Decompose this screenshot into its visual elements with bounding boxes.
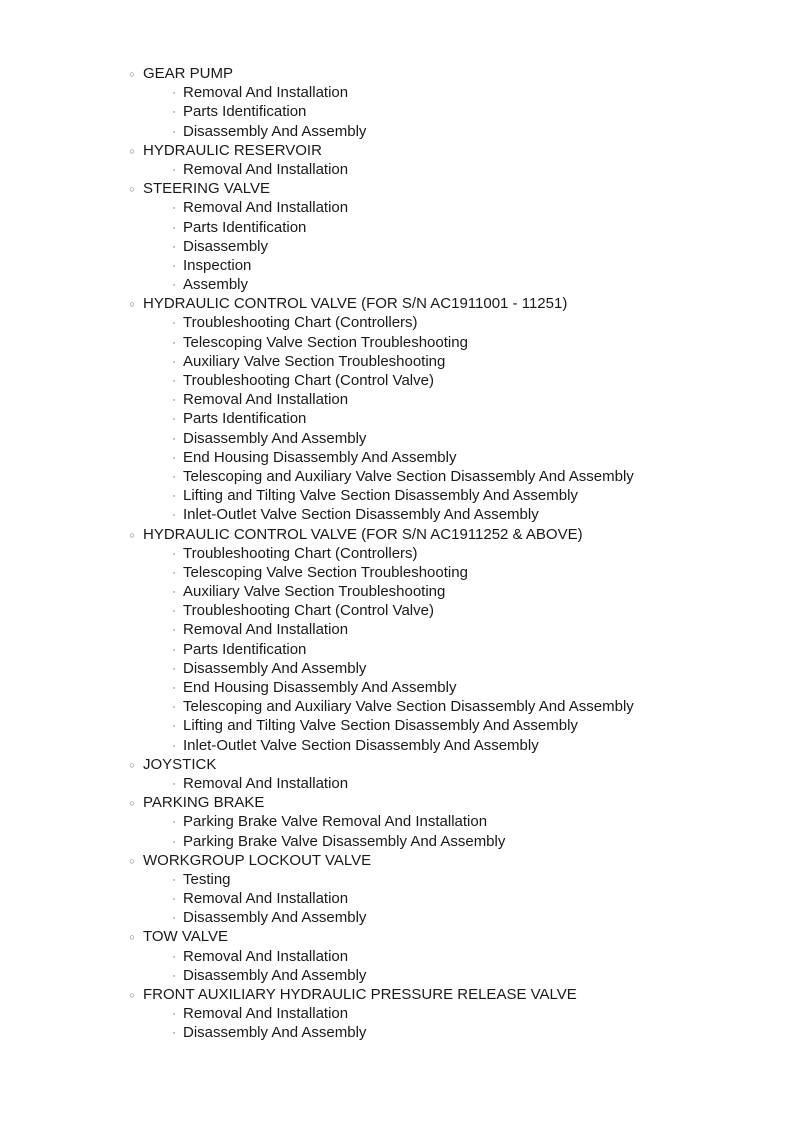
toc-section — [0, 64, 794, 141]
toc-subsection-item — [0, 371, 794, 390]
circle-bullet-icon: ○ — [129, 529, 135, 540]
toc-subsection-label: Inlet-Outlet Valve Section Disassembly And Assembly — [183, 506, 539, 524]
toc-section-row — [0, 294, 794, 313]
toc-subsection-label: Removal And Installation — [183, 774, 349, 792]
toc-subsection-item — [0, 313, 794, 332]
toc-subsection-label: Auxiliary Valve Section Troubleshooting — [183, 583, 446, 601]
toc-subsection-item — [0, 620, 794, 639]
square-bullet-icon: ▫ — [172, 282, 176, 290]
circle-bullet-icon: ○ — [129, 145, 135, 156]
toc-subsection-label: End Housing Disassembly And Assembly — [183, 679, 457, 696]
toc-subsection-item — [0, 908, 794, 927]
toc-section-row — [0, 755, 794, 774]
toc-subsection-item — [0, 659, 794, 678]
toc-subsection-label: Parts Identification — [183, 640, 307, 658]
toc-section-title: HYDRAULIC CONTROL VALVE (FOR S/N AC1911001 - 11251) — [143, 295, 568, 313]
toc-subsection-label: Disassembly And Assembly — [183, 429, 367, 447]
square-bullet-icon: ▫ — [172, 589, 176, 597]
toc-section-title: HYDRAULIC CONTROL VALVE (FOR S/N AC1911252 & ABOVE) — [143, 525, 583, 543]
circle-bullet-icon: ○ — [129, 798, 135, 809]
toc-subsection-item — [0, 448, 794, 467]
toc-subsection-label: Troubleshooting Chart (Controllers) — [183, 544, 418, 562]
square-bullet-icon: ▫ — [172, 320, 176, 328]
toc-subsection-item — [0, 716, 794, 735]
square-bullet-icon: ▫ — [172, 454, 176, 462]
circle-bullet-icon: ○ — [129, 299, 135, 310]
square-bullet-icon: ▫ — [172, 512, 176, 520]
square-bullet-icon: ▫ — [172, 569, 176, 577]
toc-subsection-item — [0, 697, 794, 716]
toc-subsection-item — [0, 237, 794, 256]
toc-subsection-label: Troubleshooting Chart (Controllers) — [183, 314, 418, 332]
toc-subsection-item — [0, 275, 794, 294]
toc-section — [0, 927, 794, 985]
square-bullet-icon: ▫ — [172, 128, 176, 136]
toc-section — [0, 985, 794, 1043]
square-bullet-icon: ▫ — [172, 416, 176, 424]
toc-subsection-item — [0, 832, 794, 851]
circle-bullet-icon: ○ — [129, 184, 135, 195]
toc-section-row — [0, 985, 794, 1004]
toc-section — [0, 294, 794, 524]
square-bullet-icon: ▫ — [172, 243, 176, 251]
toc-subsection-label: Disassembly — [183, 237, 269, 255]
square-bullet-icon: ▫ — [172, 608, 176, 616]
toc-subsection-label: Disassembly And Assembly — [183, 659, 367, 677]
toc-subsection-item — [0, 160, 794, 179]
toc-subsection-label: Telescoping and Auxiliary Valve Section Disassembly And Assembly — [183, 698, 634, 716]
document-page — [0, 64, 794, 1043]
square-bullet-icon: ▫ — [172, 704, 176, 712]
toc-subsection-label: Auxiliary Valve Section Troubleshooting — [183, 352, 446, 370]
toc-subsection-item — [0, 601, 794, 620]
square-bullet-icon: ▫ — [172, 953, 176, 961]
circle-bullet-icon: ○ — [129, 932, 135, 943]
toc-subsection-label: Lifting and Tilting Valve Section Disassembly And Assembly — [183, 717, 578, 735]
toc-subsection-list — [0, 83, 794, 141]
square-bullet-icon: ▫ — [172, 550, 176, 558]
toc-subsection-list — [0, 198, 794, 294]
toc-section — [0, 141, 794, 179]
toc-subsection-list — [0, 313, 794, 524]
square-bullet-icon: ▫ — [172, 780, 176, 788]
square-bullet-icon: ▫ — [172, 819, 176, 827]
toc-subsection-label: Troubleshooting Chart (Control Valve) — [183, 602, 434, 620]
square-bullet-icon: ▫ — [172, 224, 176, 232]
square-bullet-icon: ▫ — [172, 627, 176, 635]
toc-subsection-list — [0, 160, 794, 179]
toc-subsection-label: Parts Identification — [183, 218, 307, 236]
toc-subsection-label: Removal And Installation — [183, 621, 349, 639]
square-bullet-icon: ▫ — [172, 838, 176, 846]
square-bullet-icon: ▫ — [172, 665, 176, 673]
toc-section-title: WORKGROUP LOCKOUT VALVE — [143, 851, 372, 869]
toc-section-title: FRONT AUXILIARY HYDRAULIC PRESSURE RELEASE VALVE — [143, 986, 577, 1003]
square-bullet-icon: ▫ — [172, 473, 176, 481]
toc-subsection-label: Telescoping Valve Section Troubleshooting — [183, 563, 468, 581]
toc-subsection-label: Testing — [183, 870, 231, 888]
toc-section-title: GEAR PUMP — [143, 65, 234, 82]
toc-subsection-item — [0, 870, 794, 889]
toc-section — [0, 525, 794, 755]
toc-subsection-label: Parts Identification — [183, 410, 307, 428]
toc-section-title: PARKING BRAKE — [143, 794, 265, 812]
circle-bullet-icon: ○ — [129, 69, 135, 79]
square-bullet-icon: ▫ — [172, 109, 176, 117]
toc-subsection-item — [0, 1023, 794, 1042]
square-bullet-icon: ▫ — [172, 378, 176, 385]
toc-subsection-item — [0, 1004, 794, 1023]
toc-subsection-item — [0, 505, 794, 524]
toc-subsection-item — [0, 947, 794, 966]
toc-subsection-item — [0, 409, 794, 428]
toc-subsection-label: Parking Brake Valve Removal And Installation — [183, 813, 488, 831]
toc-subsection-item — [0, 352, 794, 371]
toc-subsection-item — [0, 102, 794, 121]
square-bullet-icon: ▫ — [172, 339, 176, 347]
toc-subsection-item — [0, 198, 794, 217]
toc-subsection-label: Lifting and Tilting Valve Section Disassembly And Assembly — [183, 487, 578, 505]
square-bullet-icon: ▫ — [172, 1011, 176, 1019]
square-bullet-icon: ▫ — [172, 397, 176, 405]
toc-subsection-item — [0, 966, 794, 985]
square-bullet-icon: ▫ — [172, 742, 176, 750]
toc-subsection-label: Inlet-Outlet Valve Section Disassembly And Assembly — [183, 736, 539, 754]
toc-section-row — [0, 64, 794, 83]
square-bullet-icon: ▫ — [172, 723, 176, 731]
circle-bullet-icon: ○ — [129, 990, 135, 1000]
toc-section-row — [0, 927, 794, 946]
toc-section-title: STEERING VALVE — [143, 180, 270, 198]
toc-section-row — [0, 179, 794, 198]
toc-section-title: JOYSTICK — [143, 755, 217, 773]
square-bullet-icon: ▫ — [172, 166, 176, 174]
toc-subsection-item — [0, 390, 794, 409]
toc-subsection-label: Assembly — [183, 276, 249, 294]
toc-subsection-item — [0, 467, 794, 486]
circle-bullet-icon: ○ — [129, 855, 135, 866]
toc-subsection-item — [0, 83, 794, 102]
toc-section-row — [0, 851, 794, 870]
toc-subsection-list — [0, 812, 794, 850]
toc-subsection-item — [0, 736, 794, 755]
toc-subsection-list — [0, 947, 794, 985]
toc-subsection-item — [0, 429, 794, 448]
toc-subsection-item — [0, 218, 794, 237]
toc-section — [0, 179, 794, 294]
toc-subsection-label: Removal And Installation — [183, 84, 349, 102]
toc-section-row — [0, 525, 794, 544]
toc-subsection-label: Disassembly And Assembly — [183, 909, 367, 927]
toc-section — [0, 851, 794, 928]
toc-section — [0, 793, 794, 851]
toc-subsection-item — [0, 889, 794, 908]
square-bullet-icon: ▫ — [172, 876, 176, 884]
square-bullet-icon: ▫ — [172, 493, 176, 501]
toc-subsection-label: Telescoping Valve Section Troubleshooting — [183, 333, 468, 351]
toc-subsection-list — [0, 774, 794, 793]
toc-subsection-list — [0, 870, 794, 928]
toc-subsection-item — [0, 812, 794, 831]
toc-subsection-label: Troubleshooting Chart (Control Valve) — [183, 372, 434, 389]
toc-subsection-label: Disassembly And Assembly — [183, 966, 367, 984]
toc-subsection-label: Removal And Installation — [183, 947, 349, 965]
toc-subsection-label: Telescoping and Auxiliary Valve Section Disassembly And Assembly — [183, 467, 634, 485]
table-of-contents — [0, 64, 794, 1043]
toc-subsection-label: Removal And Installation — [183, 890, 349, 908]
toc-subsection-label: End Housing Disassembly And Assembly — [183, 448, 457, 466]
square-bullet-icon: ▫ — [172, 358, 176, 366]
circle-bullet-icon: ○ — [129, 759, 135, 770]
toc-subsection-item — [0, 544, 794, 563]
toc-subsection-label: Removal And Installation — [183, 1005, 349, 1023]
toc-subsection-label: Parking Brake Valve Disassembly And Assembly — [183, 832, 506, 850]
toc-section-row — [0, 141, 794, 160]
square-bullet-icon: ▫ — [172, 896, 176, 904]
toc-subsection-label: Disassembly And Assembly — [183, 122, 367, 140]
toc-subsection-item — [0, 774, 794, 793]
toc-subsection-item — [0, 582, 794, 601]
toc-subsection-item — [0, 486, 794, 505]
toc-subsection-list — [0, 544, 794, 755]
toc-subsection-list — [0, 1004, 794, 1042]
toc-subsection-label: Removal And Installation — [183, 160, 349, 178]
toc-subsection-label: Inspection — [183, 256, 252, 274]
toc-subsection-item — [0, 640, 794, 659]
square-bullet-icon: ▫ — [172, 205, 176, 213]
square-bullet-icon: ▫ — [172, 646, 176, 654]
toc-subsection-item — [0, 122, 794, 141]
square-bullet-icon: ▫ — [172, 915, 176, 923]
toc-subsection-item — [0, 333, 794, 352]
toc-section-row — [0, 793, 794, 812]
toc-subsection-item — [0, 563, 794, 582]
toc-subsection-item — [0, 256, 794, 275]
toc-section-title: TOW VALVE — [143, 928, 229, 946]
square-bullet-icon: ▫ — [172, 685, 176, 692]
toc-subsection-label: Disassembly And Assembly — [183, 1024, 367, 1042]
square-bullet-icon: ▫ — [172, 90, 176, 98]
square-bullet-icon: ▫ — [172, 262, 176, 270]
square-bullet-icon: ▫ — [172, 1030, 176, 1038]
toc-subsection-label: Parts Identification — [183, 103, 307, 121]
toc-section — [0, 755, 794, 793]
toc-section-title: HYDRAULIC RESERVOIR — [143, 141, 322, 159]
square-bullet-icon: ▫ — [172, 435, 176, 443]
toc-subsection-label: Removal And Installation — [183, 199, 349, 217]
toc-subsection-label: Removal And Installation — [183, 391, 349, 409]
square-bullet-icon: ▫ — [172, 972, 176, 980]
toc-subsection-item — [0, 678, 794, 697]
